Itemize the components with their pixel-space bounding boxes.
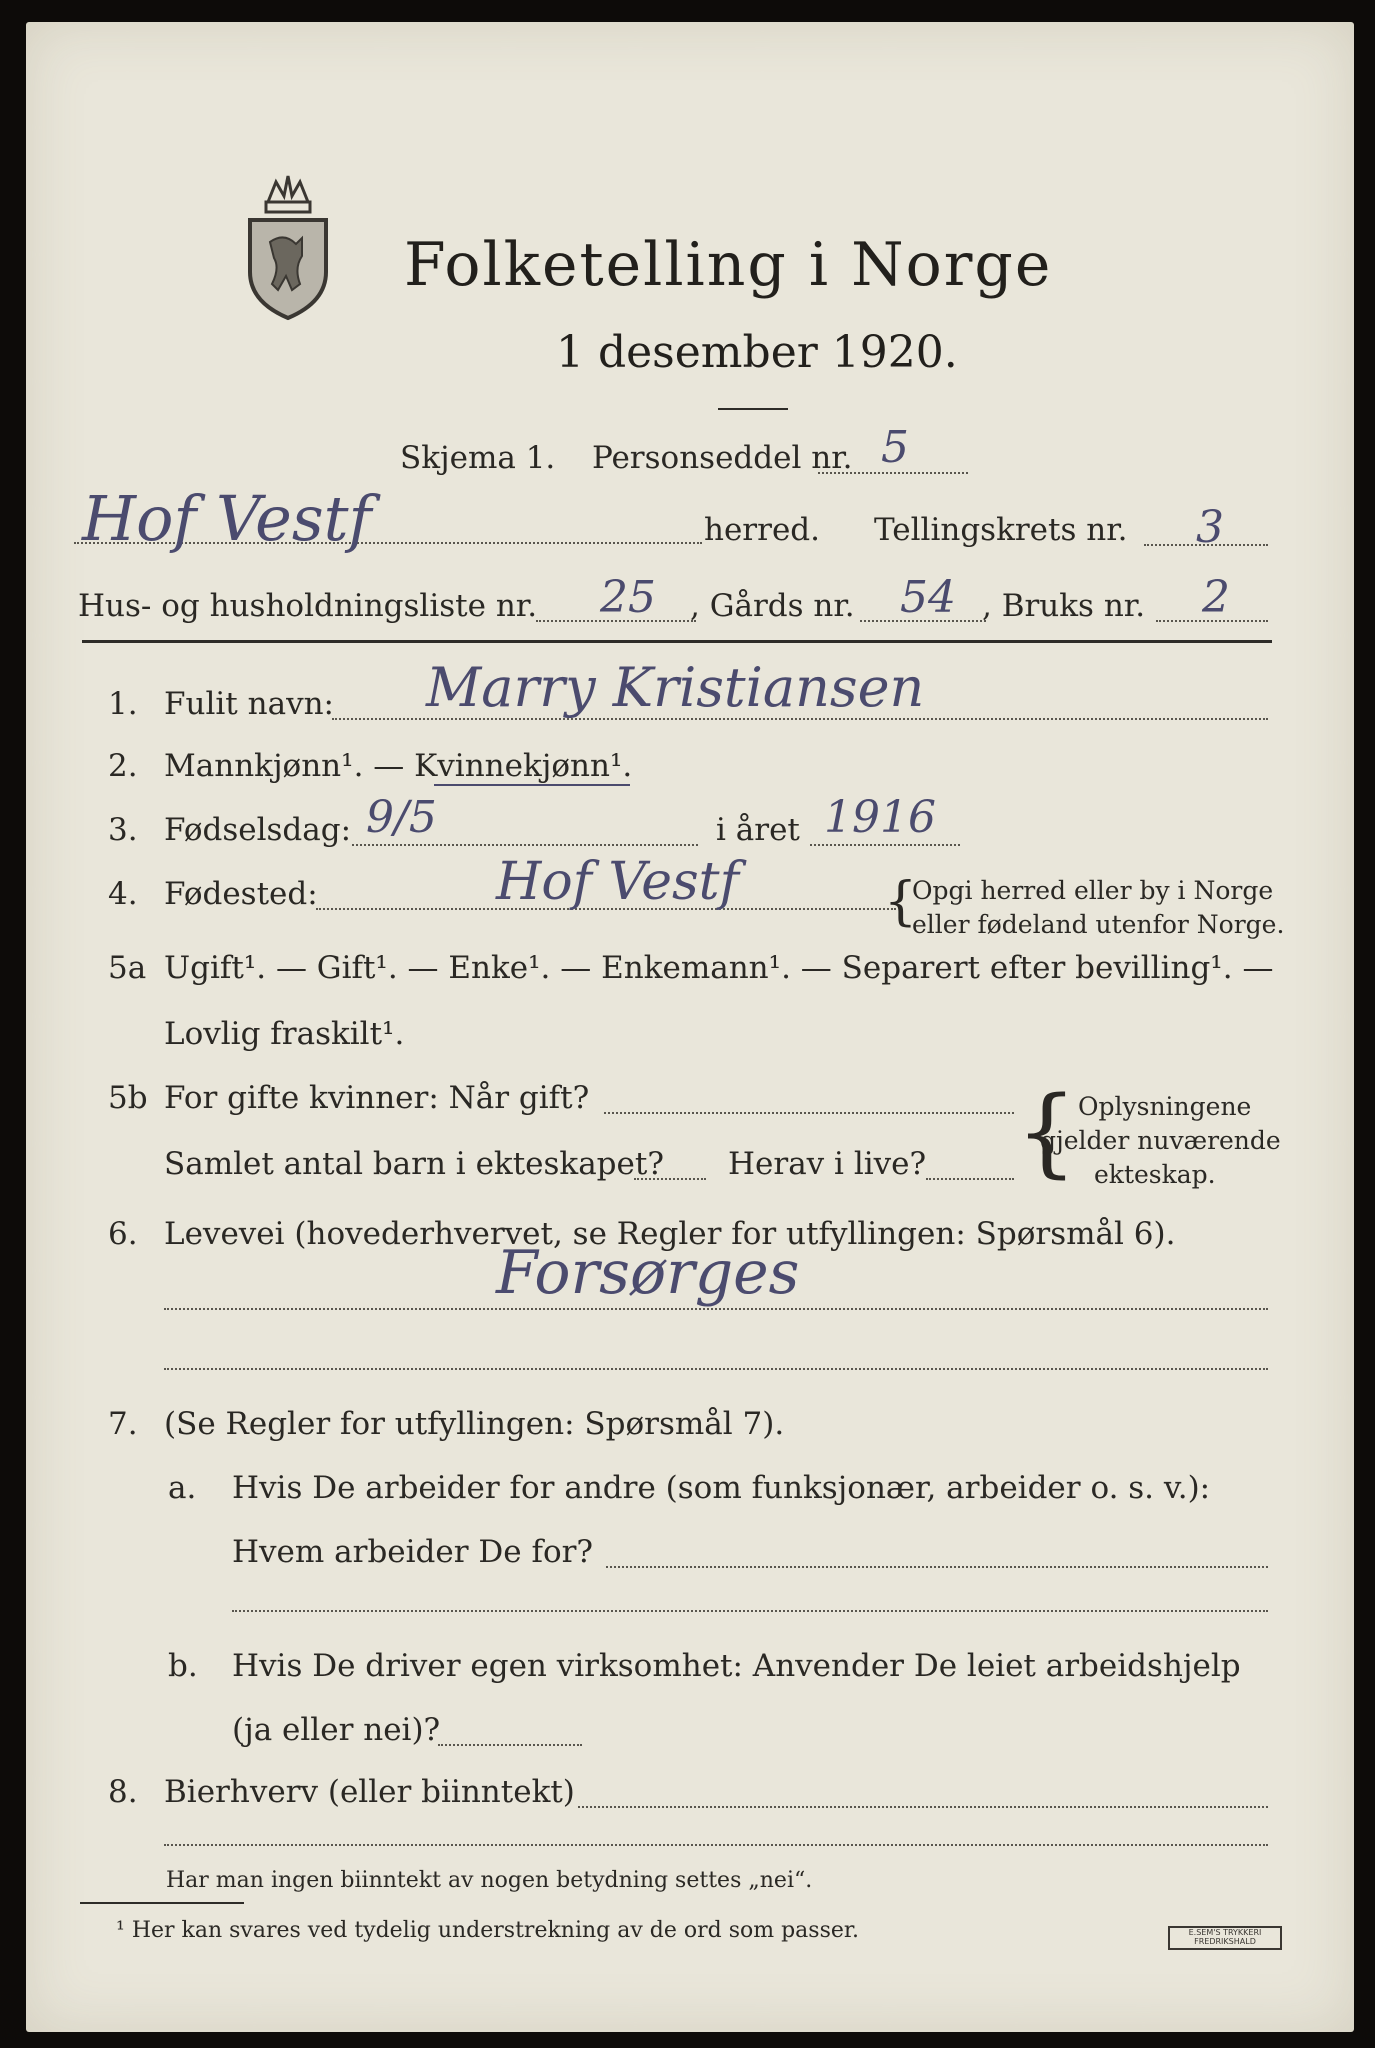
kvinnekjonn-underline bbox=[434, 784, 630, 786]
q5b-children-line bbox=[634, 1178, 706, 1180]
occupation-value[interactable]: Forsørges bbox=[496, 1238, 800, 1308]
q5b-bracket: { bbox=[1016, 1076, 1078, 1188]
q8-number: 8. bbox=[108, 1774, 138, 1810]
q5b-married-line bbox=[604, 1112, 1014, 1114]
q1-number: 1. bbox=[108, 686, 138, 722]
q8-line2 bbox=[164, 1844, 1268, 1846]
birthplace-value[interactable]: Hof Vestf bbox=[496, 852, 739, 912]
q4-bracket: { bbox=[884, 872, 918, 932]
q5b-note-line2: gjelder nuværende bbox=[1040, 1126, 1281, 1155]
footnote: ¹ Her kan svares ved tydelig understrekning av de ord som passer. bbox=[116, 1918, 859, 1943]
q5a-label: Ugift¹. — Gift¹. — Enke¹. — Enkemann¹. — Separert efter bevilling¹. — bbox=[164, 950, 1274, 986]
herred-value[interactable]: Hof Vestf bbox=[82, 482, 372, 555]
q5b-number: 5b bbox=[108, 1080, 148, 1116]
q7a-line1 bbox=[606, 1566, 1268, 1568]
census-form bbox=[26, 22, 1354, 2032]
form-date: 1 desember 1920. bbox=[556, 327, 958, 378]
q7b-letter: b. bbox=[168, 1648, 198, 1684]
q8-label: Bierhverv (eller biinntekt) bbox=[164, 1774, 575, 1810]
q5b-alive-label: Herav i live? bbox=[728, 1146, 927, 1182]
q4-note-line2: eller fødeland utenfor Norge. bbox=[912, 910, 1285, 939]
q7b-line bbox=[438, 1744, 582, 1746]
title-divider bbox=[718, 408, 788, 410]
q8-note: Har man ingen biinntekt av nogen betydning settes „nei“. bbox=[166, 1868, 813, 1893]
husholdning-value[interactable]: 25 bbox=[600, 572, 656, 623]
q5b-note-line3: ekteskap. bbox=[1094, 1160, 1216, 1189]
full-name-value[interactable]: Marry Kristiansen bbox=[426, 656, 925, 719]
gards-label: , Gårds nr. bbox=[690, 588, 855, 624]
q6-line2 bbox=[164, 1368, 1268, 1370]
q5a-label-line2: Lovlig fraskilt¹. bbox=[164, 1016, 405, 1052]
q1-label: Fulit navn: bbox=[164, 686, 334, 722]
q4-label: Fødested: bbox=[164, 876, 318, 912]
tellingskrets-value[interactable]: 3 bbox=[1196, 502, 1224, 553]
q2-number: 2. bbox=[108, 748, 138, 784]
q8-line1 bbox=[578, 1806, 1268, 1808]
herred-label: herred. bbox=[704, 512, 820, 548]
q5b-note-line1: Oplysningene bbox=[1078, 1092, 1252, 1121]
q7a-line2 bbox=[232, 1610, 1268, 1612]
q3-year-line bbox=[810, 844, 960, 846]
q7-number: 7. bbox=[108, 1406, 138, 1442]
q5b-label: For gifte kvinner: Når gift? bbox=[164, 1080, 590, 1116]
form-title: Folketelling i Norge bbox=[404, 230, 1053, 300]
footnote-rule bbox=[80, 1902, 244, 1904]
q7b-label-line2: (ja eller nei)? bbox=[232, 1712, 441, 1748]
q6-label: Levevei (hovederhvervet, se Regler for utfyllingen: Spørsmål 6). bbox=[164, 1216, 1176, 1252]
bruks-label: , Bruks nr. bbox=[982, 588, 1146, 624]
q7a-label-line2: Hvem arbeider De for? bbox=[232, 1534, 594, 1570]
personseddel-value[interactable]: 5 bbox=[881, 422, 909, 473]
q7-label: (Se Regler for utfyllingen: Spørsmål 7). bbox=[164, 1406, 785, 1442]
header-rule bbox=[82, 640, 1272, 643]
q5b-alive-line bbox=[926, 1178, 1014, 1180]
personseddel-label: Personseddel nr. bbox=[592, 440, 853, 476]
q6-line1 bbox=[164, 1308, 1268, 1310]
q3-number: 3. bbox=[108, 812, 138, 848]
q3-label: Fødselsdag: bbox=[164, 812, 352, 848]
q5a-number: 5a bbox=[108, 950, 147, 986]
printer-stamp: E.SEM'S TRYKKERI FREDRIKSHALD bbox=[1168, 1926, 1282, 1950]
q7a-letter: a. bbox=[168, 1470, 197, 1506]
tellingskrets-label: Tellingskrets nr. bbox=[874, 512, 1128, 548]
bruks-value[interactable]: 2 bbox=[1202, 572, 1230, 623]
husholdning-label: Hus- og husholdningsliste nr. bbox=[78, 588, 538, 624]
gards-value[interactable]: 54 bbox=[900, 572, 956, 623]
birth-year-value[interactable]: 1916 bbox=[824, 792, 936, 843]
q4-number: 4. bbox=[108, 876, 138, 912]
birthday-value[interactable]: 9/5 bbox=[366, 792, 437, 843]
q4-note-line1: Opgi herred eller by i Norge bbox=[912, 876, 1274, 905]
q3-year-label: i året bbox=[716, 812, 800, 848]
q5b-children-label: Samlet antal barn i ekteskapet? bbox=[164, 1146, 664, 1182]
q2-label: Mannkjønn¹. — Kvinnekjønn¹. bbox=[164, 748, 633, 784]
q7a-label: Hvis De arbeider for andre (som funksjonær, arbeider o. s. v.): bbox=[232, 1470, 1211, 1506]
norway-coat-of-arms-icon bbox=[240, 172, 336, 322]
skjema-label: Skjema 1. bbox=[400, 440, 556, 476]
q7b-label: Hvis De driver egen virksomhet: Anvender De leiet arbeidshjelp bbox=[232, 1648, 1241, 1684]
q3-line bbox=[352, 844, 698, 846]
q6-number: 6. bbox=[108, 1216, 138, 1252]
